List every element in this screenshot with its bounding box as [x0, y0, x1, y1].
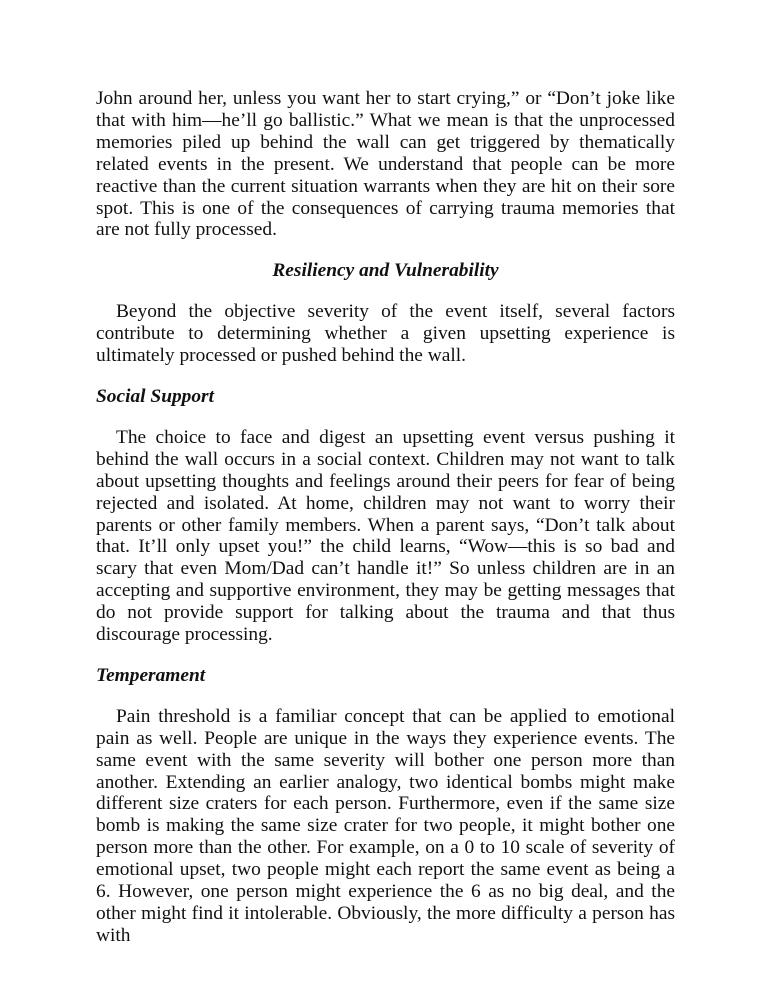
section-title-resiliency: Resiliency and Vulnerability [272, 260, 499, 282]
subheading-social-support: Social Support [96, 385, 214, 407]
book-page [96, 88, 675, 947]
intro-paragraph: John around her, unless you want her to start crying,” or “Don’t joke like that with him—he’ll go ballistic.” What we mean is that the unprocessed memories piled up behind the wall can get triggered by thematically related events in the present. We understand that people can be more reactive than the current situation warrants when they are hit on their sore spot. This is one of the consequences of carrying trauma memories that are not fully processed. [96, 88, 675, 241]
subheading-temperament: Temperament [96, 664, 206, 686]
temperament-paragraph: Pain threshold is a familiar concept that can be applied to emotional pain as well. People are unique in the ways they experience events. The same event with the same severity will bother one person more than another. Extending an earlier analogy, two identical bombs might make different size craters for each person. Furthermore, even if the same size bomb is making the same size crater for two people, it might bother one person more than the other. For example, on a 0 to 10 scale of severity of emotional upset, two people might each report the same event as being a 6. However, one person might experience the 6 as no big deal, and the other might find it intolerable. Obviously, the more difficulty a person has with [96, 705, 675, 946]
resiliency-paragraph: Beyond the objective severity of the event itself, several factors contribute to determining whether a given upsetting experience is ultimately processed or pushed behind the wall. [96, 301, 675, 367]
social-support-paragraph: The choice to face and digest an upsetting event versus pushing it behind the wall occurs in a social context. Children may not want to talk about upsetting thoughts and feelings around their peers for fear of being rejected and isolated. At home, children may not want to worry their parents or other family members. When a parent says, “Don’t talk about that. It’ll only upset you!” the child learns, “Wow—this is so bad and scary that even Mom/Dad can’t handle it!” So unless children are in an accepting and supportive environment, they may be getting messages that do not provide support for talking about the trauma and that thus discourage processing. [96, 426, 675, 646]
